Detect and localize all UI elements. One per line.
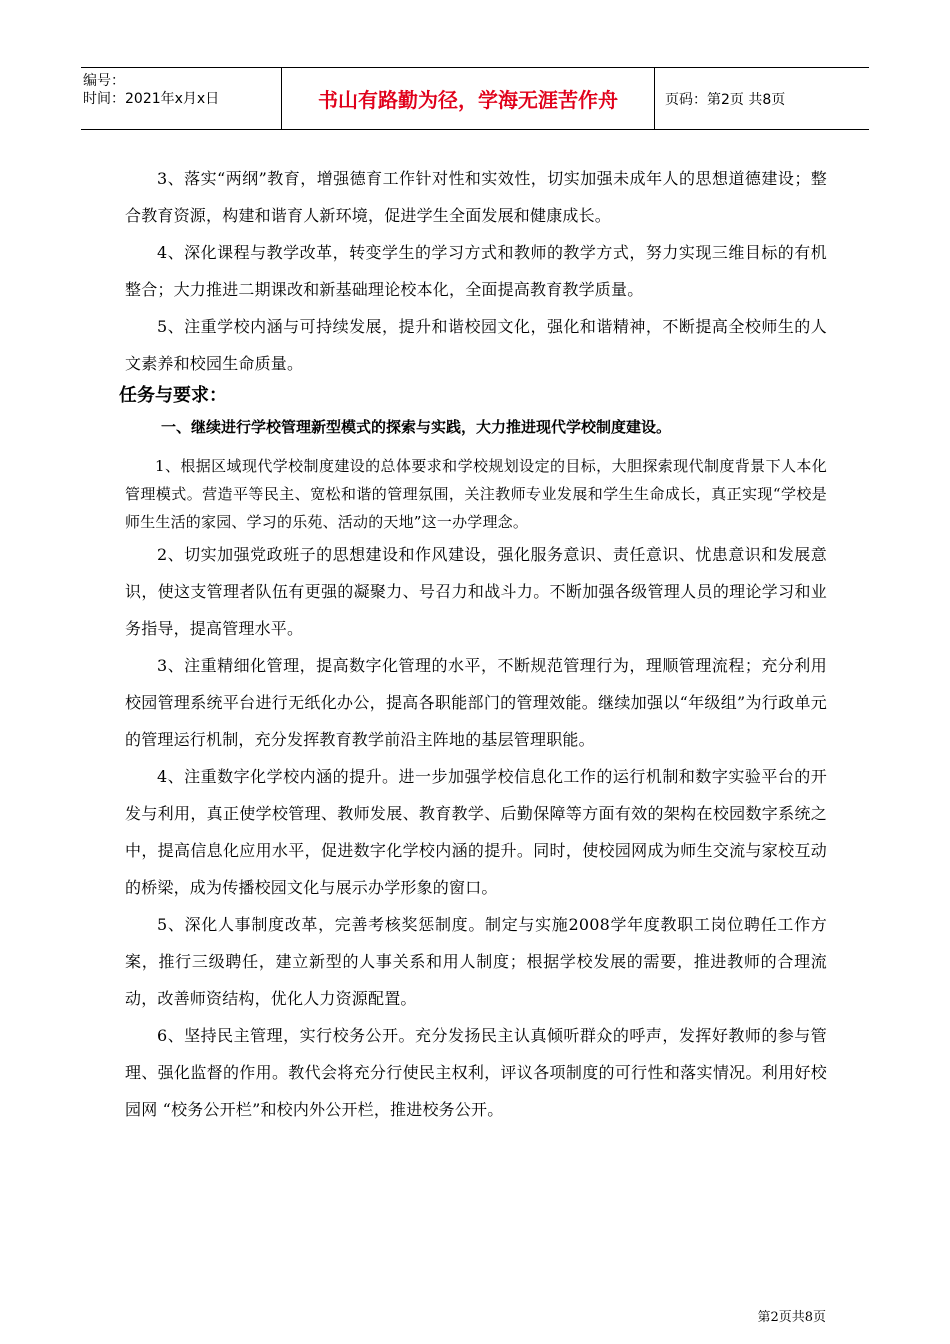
header-page-number: 页码：第2页 共8页: [665, 91, 786, 108]
paragraph: 5、深化人事制度改革，完善考核奖惩制度。制定与实施2008学年度教职工岗位聘任工作方案，推行三级聘任，建立新型的人事关系和用人制度；根据学校发展的需要，推进教师的合理流动，改善师资结构，优化人力资源配置。: [125, 915, 827, 1008]
paragraph: 1、根据区域现代学校制度建设的总体要求和学校规划设定的目标，大胆探索现代制度背景下人本化管理模式。营造平等民主、宽松和谐的管理氛围，关注教师专业发展和学生生命成长，真正实现“学校是师生生活的家园、学习的乐苑、活动的天地”这一办学理念。: [125, 457, 827, 531]
subsection-heading: 一、继续进行学校管理新型模式的探索与实践，大力推进现代学校制度建设。: [161, 418, 672, 436]
paragraph: 2、切实加强党政班子的思想建设和作风建设，强化服务意识、责任意识、忧患意识和发展意识，使这支管理者队伍有更强的凝聚力、号召力和战斗力。不断加强各级管理人员的理论学习和业务指导，提高管理水平。: [125, 545, 827, 638]
paragraph: 4、深化课程与教学改革，转变学生的学习方式和教师的教学方式，努力实现三维目标的有机整合；大力推进二期课改和新基础理论校本化，全面提高教育教学质量。: [125, 243, 827, 299]
paragraph: 4、注重数字化学校内涵的提升。进一步加强学校信息化工作的运行机制和数字实验平台的开发与利用，真正使学校管理、教师发展、教育教学、后勤保障等方面有效的架构在校园数字系统之中，提高信息化应用水平，促进数字化学校内涵的提升。同时，使校园网成为师生交流与家校互动的桥梁，成为传播校园文化与展示办学形象的窗口。: [125, 767, 827, 897]
section-heading: 任务与要求：: [119, 385, 227, 406]
paragraph: 5、注重学校内涵与可持续发展，提升和谐校园文化，强化和谐精神，不断提高全校师生的人文素养和校园生命质量。: [125, 317, 827, 373]
header-motto: 书山有路勤为径，学海无涯苦作舟: [282, 68, 655, 129]
header-meta: [81, 68, 282, 129]
document-date-label: 时间：2021年x月x日: [83, 91, 220, 107]
paragraph: 3、落实“两纲”教育，增强德育工作针对性和实效性，切实加强未成年人的思想道德建设；整合教育资源，构建和谐育人新环境，促进学生全面发展和健康成长。: [125, 169, 827, 225]
document-number-label: 编号：: [83, 73, 125, 89]
paragraph: 3、注重精细化管理，提高数字化管理的水平，不断规范管理行为，理顺管理流程；充分利用校园管理系统平台进行无纸化办公，提高各职能部门的管理效能。继续加强以“年级组”为行政单元的管理运行机制，充分发挥教育教学前沿主阵地的基层管理职能。: [125, 656, 827, 749]
page-footer: 第2页共8页: [757, 1310, 826, 1325]
document-body: [119, 160, 827, 1128]
paragraph: 6、坚持民主管理，实行校务公开。充分发扬民主认真倾听群众的呼声，发挥好教师的参与管理、强化监督的作用。教代会将充分行使民主权利，评议各项制度的可行性和落实情况。利用好校园网 “校务公开栏”和校内外公开栏，推进校务公开。: [125, 1026, 827, 1119]
page-header: [81, 67, 869, 130]
